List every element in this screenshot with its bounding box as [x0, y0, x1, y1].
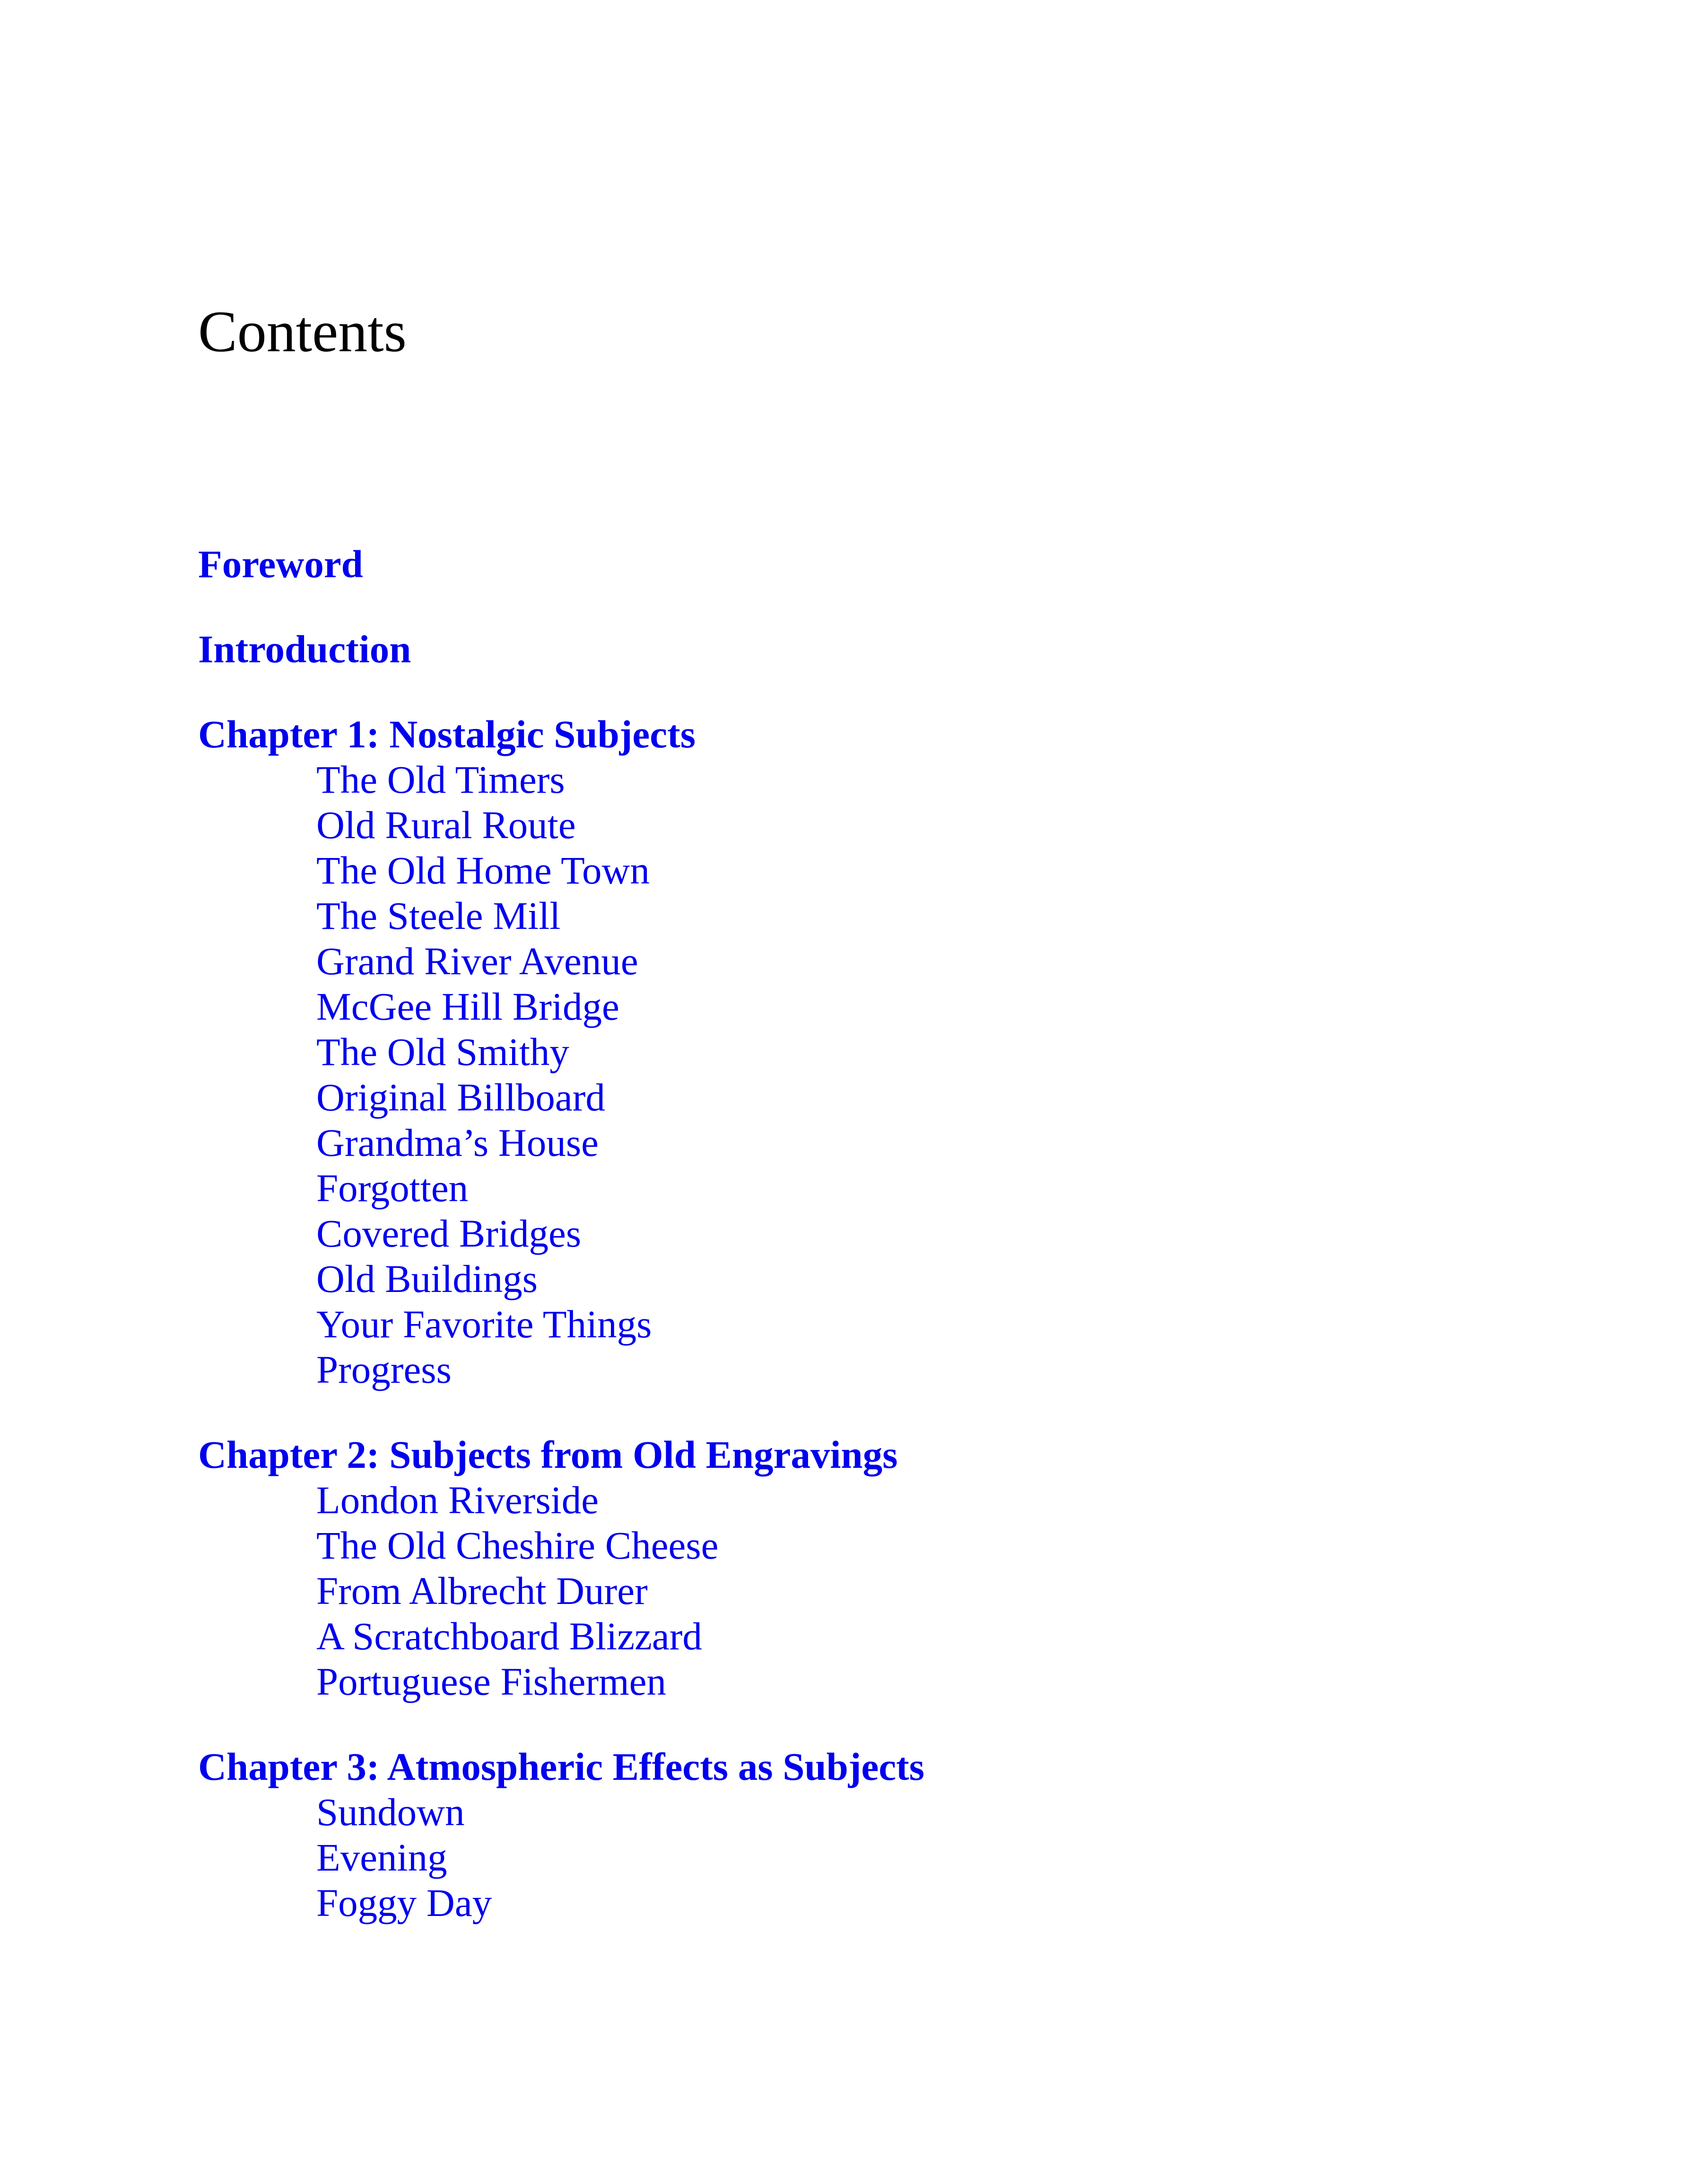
toc-link-section[interactable]: Evening	[316, 1836, 447, 1879]
toc-link-section[interactable]: Sundown	[316, 1790, 465, 1834]
toc-link-section[interactable]: The Old Timers	[316, 758, 565, 801]
toc-link-section[interactable]: Forgotten	[316, 1166, 469, 1210]
toc-link-chapter-2[interactable]: Chapter 2: Subjects from Old Engravings	[198, 1433, 898, 1476]
toc-link-section[interactable]: Grandma’s House	[316, 1121, 599, 1164]
toc-spacer	[198, 587, 1617, 626]
toc-link-section[interactable]: The Steele Mill	[316, 894, 561, 937]
toc-link-section[interactable]: Old Buildings	[316, 1257, 538, 1300]
toc-link-chapter-3[interactable]: Chapter 3: Atmospheric Effects as Subjects	[198, 1745, 925, 1788]
toc-spacer	[198, 1392, 1617, 1432]
chapter-3-sections	[198, 1789, 1617, 1925]
toc-spacer	[198, 1704, 1617, 1744]
toc-link-section[interactable]: A Scratchboard Blizzard	[316, 1614, 702, 1658]
table-of-contents	[198, 541, 1617, 1925]
toc-link-section[interactable]: From Albrecht Durer	[316, 1569, 648, 1612]
chapter-2-sections	[198, 1477, 1617, 1704]
toc-spacer	[198, 672, 1617, 711]
toc-link-chapter-1[interactable]: Chapter 1: Nostalgic Subjects	[198, 712, 696, 756]
toc-link-section[interactable]: Portuguese Fishermen	[316, 1660, 666, 1703]
toc-link-foreword[interactable]: Foreword	[198, 542, 363, 586]
toc-link-section[interactable]: Grand River Avenue	[316, 939, 638, 983]
toc-link-section[interactable]: The Old Cheshire Cheese	[316, 1524, 719, 1567]
toc-link-section[interactable]: Old Rural Route	[316, 803, 576, 847]
toc-link-section[interactable]: Progress	[316, 1348, 452, 1391]
page-title: Contents	[198, 299, 407, 364]
toc-link-introduction[interactable]: Introduction	[198, 627, 411, 671]
toc-link-section[interactable]: Foggy Day	[316, 1881, 492, 1924]
toc-link-section[interactable]: Your Favorite Things	[316, 1302, 652, 1346]
toc-link-section[interactable]: The Old Smithy	[316, 1030, 569, 1074]
toc-link-section[interactable]: Covered Bridges	[316, 1212, 582, 1255]
toc-link-section[interactable]: The Old Home Town	[316, 849, 650, 892]
chapter-1-sections	[198, 757, 1617, 1392]
toc-link-section[interactable]: McGee Hill Bridge	[316, 985, 619, 1028]
toc-link-section[interactable]: Original Billboard	[316, 1075, 605, 1119]
toc-link-section[interactable]: London Riverside	[316, 1478, 599, 1522]
